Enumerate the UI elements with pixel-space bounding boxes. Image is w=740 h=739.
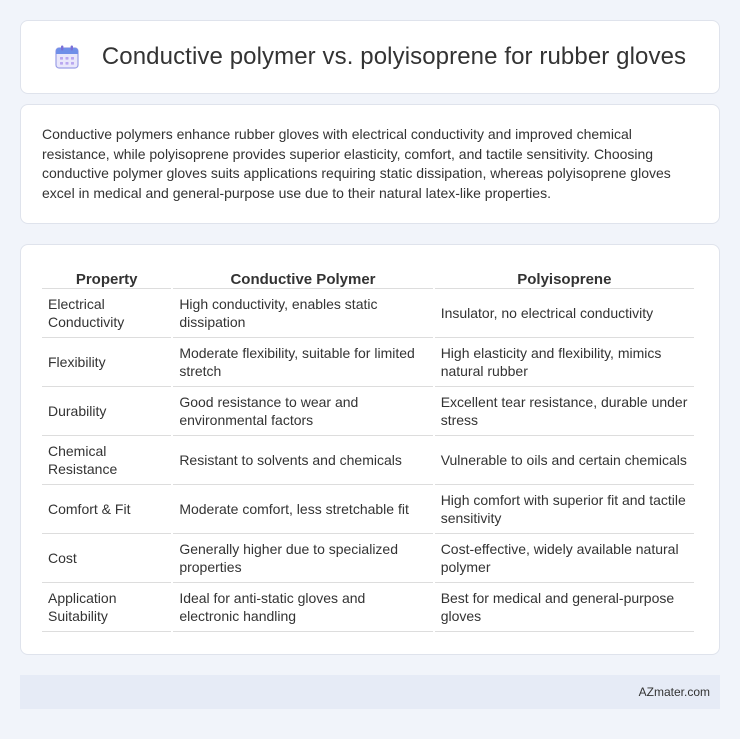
row-property: Application Suitability [42, 583, 171, 632]
row-conductive-polymer: Moderate flexibility, suitable for limited stretch [173, 338, 432, 387]
comparison-table-card [20, 244, 720, 655]
title-card [20, 20, 720, 94]
header-conductive-polymer: Conductive Polymer [173, 265, 432, 289]
row-property: Cost [42, 534, 171, 583]
row-polyisoprene: Excellent tear resistance, durable under stress [435, 387, 694, 436]
header-polyisoprene: Polyisoprene [435, 265, 694, 289]
row-polyisoprene: Insulator, no electrical conductivity [435, 289, 694, 338]
header-property: Property [42, 265, 171, 289]
row-conductive-polymer: High conductivity, enables static dissipation [173, 289, 432, 338]
table-row [42, 338, 694, 387]
table-row [42, 534, 694, 583]
table-row [42, 583, 694, 632]
row-polyisoprene: Vulnerable to oils and certain chemicals [435, 436, 694, 485]
row-conductive-polymer: Moderate comfort, less stretchable fit [173, 485, 432, 534]
row-polyisoprene: High elasticity and flexibility, mimics natural rubber [435, 338, 694, 387]
table-row [42, 387, 694, 436]
row-property: Electrical Conductivity [42, 289, 171, 338]
table-row [42, 289, 694, 338]
table-row [42, 436, 694, 485]
intro-paragraph: Conductive polymers enhance rubber gloves with electrical conductivity and improved chemical resistance, while polyisoprene provides superior elasticity, comfort, and tactile sensitivity. Choosing conductive polymer gloves suits applications requiring static dissipation, whereas polyisoprene gloves excel in medical and general-purpose use due to their natural latex-like properties. [42, 126, 671, 201]
footer-bar [20, 675, 720, 709]
row-polyisoprene: Best for medical and general-purpose gloves [435, 583, 694, 632]
title-wrap [54, 43, 686, 71]
row-property: Comfort & Fit [42, 485, 171, 534]
page-title: Conductive polymer vs. polyisoprene for rubber gloves [101, 43, 687, 70]
row-conductive-polymer: Resistant to solvents and chemicals [173, 436, 432, 485]
row-property: Flexibility [42, 338, 171, 387]
row-conductive-polymer: Good resistance to wear and environmental factors [173, 387, 432, 436]
comparison-table [40, 265, 696, 632]
table-header-row [42, 265, 694, 289]
footer-site-link[interactable]: AZmater.com [638, 685, 710, 699]
table-row [42, 485, 694, 534]
row-property: Durability [42, 387, 171, 436]
row-conductive-polymer: Generally higher due to specialized properties [173, 534, 432, 583]
row-polyisoprene: Cost-effective, widely available natural polymer [435, 534, 694, 583]
row-polyisoprene: High comfort with superior fit and tactile sensitivity [435, 485, 694, 534]
row-property: Chemical Resistance [42, 436, 171, 485]
intro-card [20, 104, 720, 224]
calendar-icon [54, 44, 80, 70]
row-conductive-polymer: Ideal for anti-static gloves and electronic handling [173, 583, 432, 632]
